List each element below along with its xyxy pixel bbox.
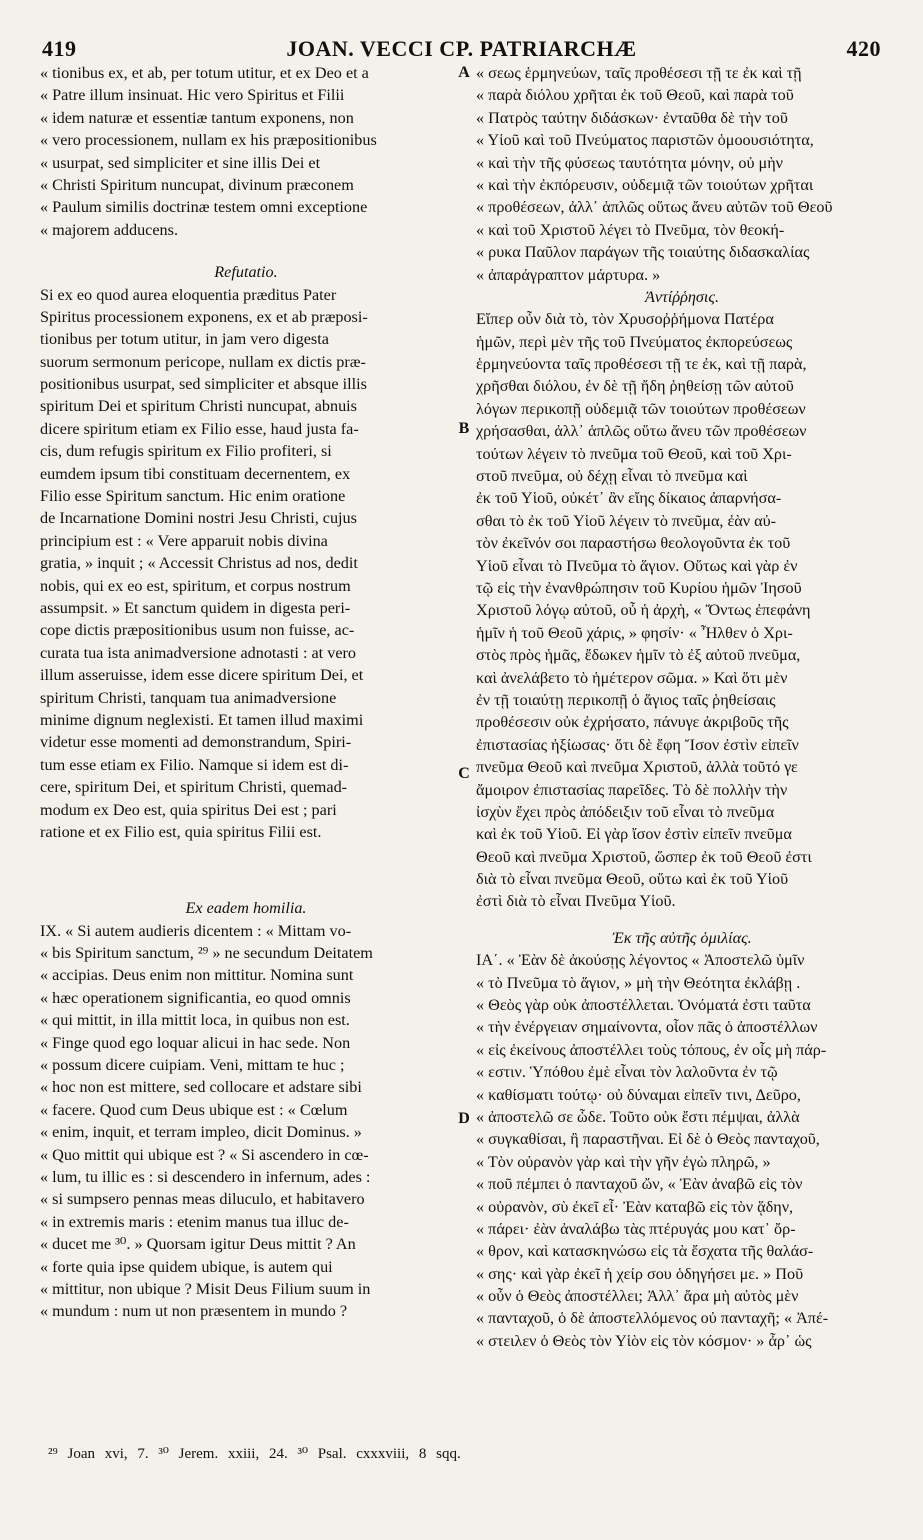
text-line: « καθίσματι τούτῳ· οὐ δύναμαι εἰπεῖν τινι, Δεῦρο,: [476, 1085, 801, 1104]
text-line: minime dignum neglexisti. Et tamen illud maximi: [40, 710, 364, 729]
text-line: προθέσεσιν οὐκ ἐχρήσατο, πάνυγε ἀκριβοῦς τῆς: [476, 713, 789, 732]
text-line: ratione et ex Filio est, quia spiritus Filii est.: [40, 822, 322, 841]
text-line: « τὸ Πνεῦμα τὸ ἅγιον, » μὴ τὴν Θεότητα ἐκλάβῃ .: [476, 973, 801, 992]
text-line: ἡμῖν ἡ τοῦ Θεοῦ χάρις, » φησίν· « Ἦλθεν ὁ Χρι-: [476, 623, 793, 642]
text-line: « Quo mittit qui ubique est ? « Si ascendero in cœ-: [40, 1145, 369, 1164]
text-line: « ποῦ πέμπει ὁ πανταχοῦ ὤν, « Ἐὰν ἀναβῶ εἰς τὸν: [476, 1175, 803, 1194]
text-line: « Paulum similis doctrinæ testem omni exceptione: [40, 198, 368, 217]
page-number-left: 419: [42, 36, 77, 61]
text-line: « συγκαθίσαι, ἢ παραστῆναι. Εἰ δὲ ὁ Θεὸς πανταχοῦ,: [476, 1130, 820, 1149]
text-line: « στειλεν ὁ Θεὸς τὸν Υἱὸν εἰς τὸν κόσμον· » ἆρ᾽ ὡς: [476, 1331, 812, 1350]
text-line: « οὐρανὸν, σὺ ἐκεῖ εἶ· Ἐὰν καταβῶ εἰς τὸν ᾅδην,: [476, 1197, 794, 1216]
text-line: ἑρμηνεύοντα ταῖς προθέσεσι τῇ τε ἐκ, καὶ τῇ παρὰ,: [476, 355, 807, 374]
text-line: στὸς πρὸς ἡμᾶς, ἔδωκεν ἡμῖν τὸ ἐξ αὐτοῦ πνεῦμα,: [476, 646, 801, 665]
text-line: « lum, tu illic es : si descendero in infernum, ades :: [40, 1167, 371, 1186]
text-line: « vero processionem, nullam ex his præpositionibus: [40, 131, 377, 150]
text-line: spiritum Christi, tanquam tua animadversione: [40, 688, 337, 707]
text-line: spiritum Dei et spiritum Christi nuncupat, abnuis: [40, 397, 357, 416]
text-line: « ducet me ³⁰. » Quorsam igitur Deus mittit ? An: [40, 1235, 356, 1254]
text-line: χρήσασθαι, ἀλλ᾽ ἁπλῶς οὕτω ἄνευ τῶν προθέσεων: [476, 422, 807, 441]
text-line: IX. « Si autem audieris dicentem : « Mittam vo-: [40, 921, 352, 940]
text-line: « qui mittit, in illa mittit loca, in quibus non est.: [40, 1011, 350, 1030]
text-line: eumdem ipsum tibi constituam decernentem, ex: [40, 464, 351, 483]
text-line: tum esse etiam ex Filio. Namque si idem est di-: [40, 755, 349, 774]
text-line: suorum sermonum pericope, nullam ex dictis præ-: [40, 352, 366, 371]
text-line: « accipias. Deus enim non mittitur. Nomina sunt: [40, 966, 354, 985]
text-line: λόγων περικοπῇ οὐδεμιᾷ τῶν τοιούτων προθέσεων: [476, 399, 806, 418]
text-line: modum ex Deo est, quia spiritus Dei est ; pari: [40, 800, 337, 819]
text-line: ἰσχὺν ἔχει πρὸς ἀπόδειξιν τοῦ εἶναι τὸ πνεῦμα: [476, 802, 775, 821]
text-line: τούτων λέγειν τὸ πνεῦμα τοῦ Θεοῦ, καὶ τοῦ Χρι-: [476, 444, 792, 463]
text-line: cope dictis præpositionibus usum non fuisse, ac-: [40, 621, 355, 640]
text-line: στοῦ πνεῦμα, οὐ δέχῃ εἶναι τὸ πνεῦμα καὶ: [476, 467, 748, 486]
text-line: « Θεὸς γὰρ οὐκ ἀποστέλλεται. Ὀνόματά ἐστι ταῦτα: [476, 996, 811, 1015]
running-title: JOAN. VECCI CP. PATRIARCHÆ: [286, 36, 637, 61]
greek-column: [476, 62, 888, 1352]
text-line: καὶ ἐκ τοῦ Υἱοῦ. Εἰ γὰρ ἴσον ἐστὶν εἰπεῖν πνεῦμα: [476, 825, 792, 844]
text-line: curata tua ista animadversione adnotasti : at vero: [40, 643, 356, 662]
latin-heading-refutatio: Refutatio.: [214, 263, 278, 282]
text-line: « hoc non est mittere, sed collocare et adstare sibi: [40, 1078, 362, 1097]
text-line: « possum dicere cuipiam. Veni, mittam te huc ;: [40, 1056, 345, 1075]
text-line: gratia, » inquit ; « Accessit Christus ad nos, dedit: [40, 554, 358, 573]
text-line: « tionibus ex, et ab, per totum utitur, et ex Deo et a: [40, 64, 369, 82]
text-line: « καὶ τὴν ἐκπόρευσιν, οὐδεμιᾷ τῶν τοιούτων χρῆται: [476, 175, 814, 194]
text-line: ΙΑ΄. « Ἐὰν δὲ ἀκούσῃς λέγοντος « Ἀποστελῶ ὑμῖν: [476, 951, 805, 970]
text-line: Χριστοῦ λόγῳ αὐτοῦ, οὗ ἡ ἀρχὴ, « Ὄντως ἐπεφάνη: [476, 601, 811, 620]
text-line: « Υἱοῦ καὶ τοῦ Πνεύματος παριστῶν ὁμοουσιότητα,: [476, 131, 814, 150]
text-line: ἡμῶν, περὶ μὲν τῆς τοῦ Πνεύματος ἐκπορεύσεως: [476, 332, 793, 351]
text-line: « τὴν ἐνέργειαν σημαίνοντα, οἷον πᾶς ὁ ἀποστέλλων: [476, 1018, 818, 1037]
text-line: τὸν ἐκεῖνόν σοι παραστήσω θεολογοῦντα ἐκ τοῦ: [476, 534, 791, 553]
text-line: « θρον, καὶ κατασκηνώσω εἰς τὰ ἔσχατα τῆς θαλάσ-: [476, 1242, 814, 1261]
text-line: ἐστὶ διὰ τὸ εἶναι Πνεῦμα Υἱοῦ.: [476, 892, 676, 911]
text-line: Spiritus processionem exponens, ex et ab præposi-: [40, 307, 368, 326]
text-line: positionibus usurpat, sed simpliciter et absque illis: [40, 375, 367, 394]
text-line: « πανταχοῦ, ὁ δὲ ἀποστελλόμενος οὐ πανταχῆ; « Ἀπέ-: [476, 1309, 829, 1328]
latin-column: [40, 62, 452, 1323]
text-line: Si ex eo quod aurea eloquentia præditus Pater: [40, 285, 337, 304]
text-line: τῷ εἰς τὴν ἐνανθρώπησιν τοῦ Κυρίου ἡμῶν Ἰησοῦ: [476, 578, 802, 597]
text-line: σθαι τὸ ἐκ τοῦ Υἱοῦ λέγειν τὸ πνεῦμα, ἐὰν αὐ-: [476, 511, 777, 530]
greek-block-3: [476, 949, 888, 1352]
text-line: de Incarnatione Domini nostri Jesu Christi, cujus: [40, 509, 357, 528]
text-line: « bis Spiritum sanctum, ²⁹ » ne secundum Deitatem: [40, 944, 373, 963]
latin-block-2: [40, 284, 452, 844]
text-line: « εἰς ἐκείνους ἀποστέλλει τοὺς τόπους, ἐν οἷς μὴ πάρ-: [476, 1040, 827, 1059]
text-line: « mundum : num ut non præsentem in mundo ?: [40, 1302, 348, 1321]
text-line: « καὶ τὴν τῆς φύσεως ταυτότητα μόνην, οὐ μὴν: [476, 153, 783, 172]
text-line: Θεοῦ καὶ πνεῦμα Χριστοῦ, ὥσπερ ἐκ τοῦ Θεοῦ ἐστι: [476, 847, 812, 866]
text-line: Filio esse Spiritum sanctum. Hic enim oratione: [40, 487, 346, 506]
text-line: « παρὰ διόλου χρῆται ἐκ τοῦ Θεοῦ, καὶ παρὰ τοῦ: [476, 86, 794, 105]
text-line: « Patre illum insinuat. Hic vero Spiritus et Filii: [40, 86, 345, 105]
text-line: « πάρει· ἐὰν ἀναλάβω τὰς πτέρυγάς μου κατ᾽ ὄρ-: [476, 1219, 796, 1238]
latin-block-3: [40, 920, 452, 1323]
text-line: « enim, inquit, et terram impleo, dicit Dominus. »: [40, 1123, 362, 1142]
text-line: cis, dum refugis spiritum ex Filio profiteri, si: [40, 442, 332, 461]
text-line: ἐν τῇ τοιαύτῃ περικοπῇ ὁ ἅγιος ταῖς ῥηθείσαις: [476, 690, 776, 709]
margin-mark-c: C: [458, 765, 470, 782]
text-line: « idem naturæ et essentiæ tantum exponens, non: [40, 108, 354, 127]
margin-mark-b: B: [458, 420, 470, 437]
text-line: Εἴπερ οὖν διὰ τὸ, τὸν Χρυσοῤῥήμονα Πατέρα: [476, 310, 774, 329]
text-line: « facere. Quod cum Deus ubique est : « Cœlum: [40, 1100, 348, 1119]
text-line: ἄμοιρον ἐπιστασίας παρεῖδες. Τὸ δὲ πολλὴν τὴν: [476, 780, 788, 799]
text-line: « σεως ἑρμηνεύων, ταῖς προθέσεσι τῇ τε ἐκ καὶ τῇ: [476, 64, 802, 82]
text-line: καὶ ἀνελάβετο τὸ ἡμέτερον σῶμα. » Καὶ ὅτι μὲν: [476, 668, 788, 687]
text-line: « ρυκα Παῦλον παράγων τῆς τοιαύτης διδασκαλίας: [476, 243, 810, 262]
page-number-right: 420: [846, 36, 881, 61]
text-line: « ἀπαράγραπτον μάρτυρα. »: [476, 265, 661, 284]
text-line: dicere spiritum etiam ex Filio esse, haud justa fa-: [40, 419, 359, 438]
latin-block-1: [40, 62, 452, 241]
text-line: illum asseruisse, idem esse dicere spiritum Dei, et: [40, 666, 364, 685]
text-line: ἐκ τοῦ Υἱοῦ, οὐκέτ᾽ ἂν εἴης δίκαιος ἀπαρνήσα-: [476, 489, 782, 508]
text-line: nobis, qui ex eo est, spiritum, et corpus nostrum: [40, 576, 351, 595]
text-line: « οὖν ὁ Θεὸς ἀποστέλλει; Ἀλλ᾽ ἄρα μὴ αὐτὸς μὲν: [476, 1287, 799, 1306]
greek-block-2: [476, 308, 888, 913]
text-line: tionibus per totum utitur, in jam vero digesta: [40, 330, 329, 349]
text-line: « usurpat, sed simpliciter et sine illis Dei et: [40, 153, 321, 172]
text-line: « Christi Spiritum nuncupat, divinum præconem: [40, 175, 354, 194]
text-line: « forte quia ipse quidem ubique, is autem qui: [40, 1257, 333, 1276]
text-line: « προθέσεων, ἀλλ᾽ ἁπλῶς οὕτως ἄνευ αὐτῶν τοῦ Θεοῦ: [476, 198, 833, 217]
text-line: « εστιν. Ὑπόθου ἐμὲ εἶναι τὸν λαλοῦντα ἐν τῷ: [476, 1063, 778, 1082]
text-line: « in extremis maris : etenim manus tua illuc de-: [40, 1212, 349, 1231]
text-line: « hæc operationem significantia, eo quod omnis: [40, 988, 351, 1007]
greek-block-1: [476, 62, 888, 286]
text-line: « Πατρὸς ταύτην διδάσκων· ἐνταῦθα δὲ τὴν τοῦ: [476, 108, 788, 127]
latin-heading-homilia: Ex eadem homilia.: [185, 899, 307, 918]
text-line: « Finge quod ego loquar alicui in hac sede. Non: [40, 1033, 351, 1052]
text-line: Υἱοῦ εἶναι τὸ Πνεῦμα τὸ ἅγιον. Οὕτως καὶ γὰρ ἐν: [476, 556, 798, 575]
greek-heading-homilia: Ἐκ τῆς αὐτῆς ὁμιλίας.: [612, 928, 752, 947]
margin-mark-a: A: [458, 64, 470, 81]
text-line: « σης· καὶ γὰρ ἐκεῖ ἡ χείρ σου ὁδηγήσει με. » Ποῦ: [476, 1264, 804, 1283]
text-line: « Τὸν οὐρανὸν γὰρ καὶ τὴν γῆν ἐγὼ πληρῶ, »: [476, 1152, 771, 1171]
text-line: « majorem adducens.: [40, 220, 178, 239]
footnotes: ²⁹ Joan xvi, 7. ³⁰ Jerem. xxiii, 24. ³⁰ Psal. cxxxviii, 8 sqq.: [48, 1446, 461, 1462]
text-line: assumpsit. » Et sanctum quidem in digesta peri-: [40, 598, 351, 617]
text-line: « ἀποστελῶ σε ὧδε. Τοῦτο οὐκ ἔστι πέμψαι, ἀλλὰ: [476, 1107, 800, 1126]
text-line: διὰ τὸ εἶναι πνεῦμα Θεοῦ, οὕτω καὶ ἐκ τοῦ Υἱοῦ: [476, 870, 789, 889]
text-line: principium est : « Vere apparuit nobis divina: [40, 531, 328, 550]
text-line: cere, spiritum Dei, et spiritum Christi, quemad-: [40, 778, 348, 797]
text-line: ἐπιστασίας ἠξίωσας· ὅτι δὲ ἔφη Ἴσον ἐστὶν εἰπεῖν: [476, 735, 799, 754]
text-line: « καὶ τοῦ Χριστοῦ λέγει τὸ Πνεῦμα, τὸν θεοκή-: [476, 220, 785, 239]
margin-mark-d: D: [458, 1110, 470, 1127]
text-line: χρῆσθαι διόλου, ἐν δὲ τῇ ἤδη ῥηθείσῃ τῶν αὐτοῦ: [476, 377, 794, 396]
running-header: [30, 30, 893, 60]
text-line: videtur esse momenti ad demonstrandum, Spiri-: [40, 733, 352, 752]
text-line: « si sumpsero pennas meas diluculo, et habitavero: [40, 1190, 365, 1209]
text-line: « mittitur, non ubique ? Misit Deus Filium suum in: [40, 1279, 371, 1298]
greek-heading-antirrhesis: Ἀντίῤῥησις.: [644, 287, 720, 306]
text-line: πνεῦμα Θεοῦ καὶ πνεῦμα Χριστοῦ, ἀλλὰ τοῦτό γε: [476, 758, 798, 777]
